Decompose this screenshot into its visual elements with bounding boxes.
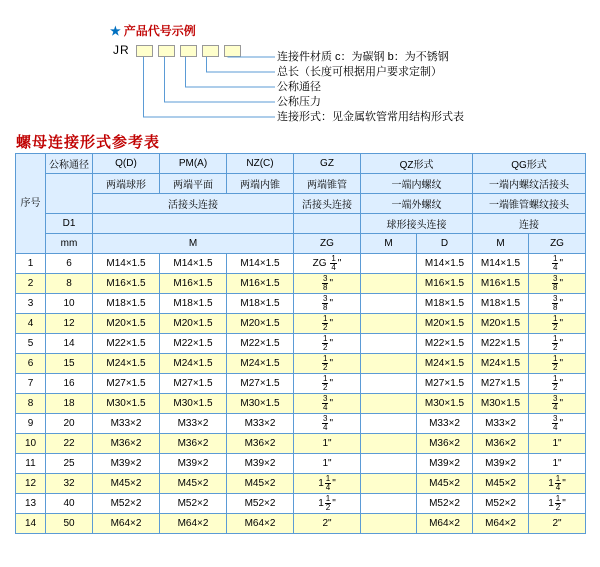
cell-d-qz: M64×2 [417,514,473,534]
cell-m-qd: M52×2 [93,494,160,514]
header-group-type-1: 两端平面 [160,174,227,194]
code-box [224,45,241,57]
table-row [16,454,586,474]
cell-m-qd: M45×2 [93,474,160,494]
cell-m-qg: M39×2 [473,454,529,474]
header-group-type-3: 两端锥管 [294,174,361,194]
cell-seq: 5 [16,334,46,354]
cell-m-pm: M18×1.5 [160,294,227,314]
cell-m-qd: M16×1.5 [93,274,160,294]
cell-m-pm: M39×2 [160,454,227,474]
cell-d-qz: M52×2 [417,494,473,514]
cell-m-qz [361,314,417,334]
cell-dn: 8 [46,274,93,294]
cell-dn: 15 [46,354,93,374]
cell-m-pm: M20×1.5 [160,314,227,334]
cell-d-qz: M24×1.5 [417,354,473,374]
table-row [16,514,586,534]
cell-d-qz: M22×1.5 [417,334,473,354]
code-legend-item: 总长（长度可根据用户要求定制） [277,66,442,78]
cell-m-qd: M36×2 [93,434,160,454]
cell-m-nz: M45×2 [227,474,294,494]
cell-m-qg: M24×1.5 [473,354,529,374]
cell-zg-qg: 2" [529,514,586,534]
header-group-code-1: PM(A) [160,154,227,174]
cell-seq: 4 [16,314,46,334]
cell-zg-qg: $\frac{3}{8}$ " [529,274,586,294]
table-body [16,254,586,534]
cell-m-pm: M16×1.5 [160,274,227,294]
header-group-type-4: 一端内螺纹 [361,174,473,194]
cell-d-qz: M39×2 [417,454,473,474]
cell-dn: 16 [46,374,93,394]
header-group-code-0: Q(D) [93,154,160,174]
header-dn: 公称通径 [46,154,93,174]
cell-seq: 12 [16,474,46,494]
code-boxes [136,45,241,57]
header-d1-cell-0 [93,214,294,234]
header-conn-0: 活接头连接 [93,194,294,214]
header-conn-2: 一端外螺纹 [361,194,473,214]
cell-d-qz: M30×1.5 [417,394,473,414]
cell-dn: 14 [46,334,93,354]
cell-zg-qg: $\frac{1}{4}$ " [529,254,586,274]
cell-zg-qg: 1 $\frac{1}{4}$ " [529,474,586,494]
cell-seq: 7 [16,374,46,394]
cell-dn: 18 [46,394,93,414]
table-header-row-units [16,234,586,254]
cell-m-qd: M64×2 [93,514,160,534]
cell-m-qg: M18×1.5 [473,294,529,314]
cell-m-qd: M39×2 [93,454,160,474]
cell-m-nz: M39×2 [227,454,294,474]
table-row [16,434,586,454]
cell-m-qg: M64×2 [473,514,529,534]
code-box [136,45,153,57]
cell-m-pm: M30×1.5 [160,394,227,414]
table-row [16,274,586,294]
cell-zg-qg: 1" [529,454,586,474]
cell-dn: 6 [46,254,93,274]
cell-zg-gz: $\frac{1}{2}$ " [294,354,361,374]
header-group-type-2: 两端内锥 [227,174,294,194]
table-row [16,394,586,414]
cell-m-qd: M22×1.5 [93,334,160,354]
cell-m-nz: M22×1.5 [227,334,294,354]
cell-zg-qg: $\frac{1}{2}$ " [529,354,586,374]
table-header-row-codes [16,154,586,174]
cell-zg-gz: $\frac{1}{2}$ " [294,334,361,354]
table-row [16,354,586,374]
header-unit-m2: M [361,234,417,254]
table-row [16,254,586,274]
cell-dn: 22 [46,434,93,454]
cell-m-qd: M14×1.5 [93,254,160,274]
code-box [180,45,197,57]
header-group-code-3: GZ [294,154,361,174]
cell-zg-qg: $\frac{3}{4}$ " [529,414,586,434]
cell-seq: 13 [16,494,46,514]
header-group-type-5: 一端内螺纹活接头 [473,174,586,194]
cell-zg-gz: $\frac{3}{4}$ " [294,414,361,434]
header-group-code-5: QG形式 [473,154,586,174]
cell-m-qg: M36×2 [473,434,529,454]
header-conn-1: 活接头连接 [294,194,361,214]
cell-m-qg: M14×1.5 [473,254,529,274]
cell-dn: 32 [46,474,93,494]
cell-m-qz [361,294,417,314]
cell-m-qg: M52×2 [473,494,529,514]
cell-d-qz: M14×1.5 [417,254,473,274]
code-legend-item: 连接形式：见金属软管常用结构形式表 [277,111,464,123]
cell-m-qz [361,394,417,414]
header-d1: D1 [46,214,93,234]
cell-zg-gz: 2" [294,514,361,534]
cell-zg-qg: 1" [529,434,586,454]
cell-m-qd: M20×1.5 [93,314,160,334]
cell-m-qd: M30×1.5 [93,394,160,414]
code-box [158,45,175,57]
code-legend-item: 公称通径 [277,81,321,93]
cell-m-qz [361,514,417,534]
header-unit-d: D [417,234,473,254]
cell-dn: 50 [46,514,93,534]
cell-m-qd: M33×2 [93,414,160,434]
cell-d-qz: M45×2 [417,474,473,494]
cell-m-nz: M14×1.5 [227,254,294,274]
cell-zg-gz: 1 $\frac{1}{2}$ " [294,494,361,514]
cell-m-qz [361,374,417,394]
cell-seq: 8 [16,394,46,414]
code-example-title [110,22,196,39]
cell-m-nz: M16×1.5 [227,274,294,294]
cell-m-nz: M20×1.5 [227,314,294,334]
header-unit-zg1: ZG [294,234,361,254]
cell-m-qg: M45×2 [473,474,529,494]
table-row [16,474,586,494]
cell-zg-gz: $\frac{3}{4}$ " [294,394,361,414]
cell-zg-qg: $\frac{3}{4}$ " [529,394,586,414]
cell-zg-qg: $\frac{1}{2}$ " [529,334,586,354]
cell-m-qg: M16×1.5 [473,274,529,294]
cell-m-qz [361,434,417,454]
cell-m-qg: M33×2 [473,414,529,434]
cell-dn: 25 [46,454,93,474]
header-d1-cell-1 [294,214,361,234]
cell-m-qg: M30×1.5 [473,394,529,414]
cell-m-qd: M27×1.5 [93,374,160,394]
code-example-title-text: 产品代号示例 [123,24,196,38]
cell-m-qz [361,274,417,294]
table-row [16,294,586,314]
table-row [16,374,586,394]
cell-m-qz [361,474,417,494]
header-conn-3: 一端锥管螺纹接头 [473,194,586,214]
cell-m-nz: M33×2 [227,414,294,434]
cell-seq: 10 [16,434,46,454]
code-legend-item: 公称压力 [277,96,321,108]
cell-zg-gz: 1" [294,434,361,454]
cell-seq: 9 [16,414,46,434]
product-code-example [0,0,600,130]
header-group-type-0: 两端球形 [93,174,160,194]
header-d1-cell-3: 连接 [473,214,586,234]
cell-m-qd: M18×1.5 [93,294,160,314]
cell-seq: 6 [16,354,46,374]
cell-m-nz: M36×2 [227,434,294,454]
cell-d-qz: M27×1.5 [417,374,473,394]
cell-d-qz: M18×1.5 [417,294,473,314]
cell-m-nz: M27×1.5 [227,374,294,394]
code-prefix-label: JR [113,43,130,57]
cell-zg-qg: $\frac{1}{2}$ " [529,374,586,394]
cell-zg-gz: $\frac{1}{2}$ " [294,314,361,334]
cell-m-qg: M22×1.5 [473,334,529,354]
header-unit-m1: M [93,234,294,254]
cell-seq: 11 [16,454,46,474]
cell-m-qz [361,354,417,374]
cell-m-qz [361,494,417,514]
cell-d-qz: M36×2 [417,434,473,454]
nut-connection-table [15,153,586,534]
code-legend-list [277,50,464,125]
table-row [16,314,586,334]
cell-d-qz: M20×1.5 [417,314,473,334]
cell-m-nz: M52×2 [227,494,294,514]
code-legend-item: 连接件材质 c：为碳钢 b：为不锈钢 [277,51,449,63]
nut-connection-table-wrapper [15,153,585,534]
table-header-row-d1 [16,214,586,234]
cell-zg-gz: $\frac{1}{2}$ " [294,374,361,394]
cell-zg-qg: $\frac{3}{8}$ " [529,294,586,314]
cell-m-qz [361,414,417,434]
cell-m-qz [361,334,417,354]
cell-m-pm: M14×1.5 [160,254,227,274]
cell-seq: 3 [16,294,46,314]
cell-m-pm: M52×2 [160,494,227,514]
cell-zg-gz: $\frac{3}{8}$ " [294,274,361,294]
cell-dn: 10 [46,294,93,314]
cell-dn: 12 [46,314,93,334]
header-dn-spacer [46,174,93,214]
cell-m-nz: M24×1.5 [227,354,294,374]
cell-m-qz [361,454,417,474]
cell-dn: 40 [46,494,93,514]
header-d1-cell-2: 球形接头连接 [361,214,473,234]
code-box [202,45,219,57]
cell-m-pm: M27×1.5 [160,374,227,394]
cell-m-qg: M20×1.5 [473,314,529,334]
header-group-code-2: NZ(C) [227,154,294,174]
table-header-row-types [16,174,586,194]
cell-d-qz: M16×1.5 [417,274,473,294]
cell-m-pm: M64×2 [160,514,227,534]
page-title: 螺母连接形式参考表 [16,134,161,151]
cell-m-nz: M30×1.5 [227,394,294,414]
cell-zg-gz: ZG $\frac{1}{4}$ " [294,254,361,274]
table-row [16,494,586,514]
cell-zg-gz: 1 $\frac{1}{4}$ " [294,474,361,494]
cell-d-qz: M33×2 [417,414,473,434]
cell-dn: 20 [46,414,93,434]
cell-m-qg: M27×1.5 [473,374,529,394]
table-row [16,334,586,354]
cell-m-pm: M36×2 [160,434,227,454]
header-unit-zg2: ZG [529,234,586,254]
header-group-code-4: QZ形式 [361,154,473,174]
cell-seq: 1 [16,254,46,274]
cell-zg-gz: $\frac{3}{8}$ " [294,294,361,314]
header-unit-m3: M [473,234,529,254]
cell-m-qz [361,254,417,274]
header-unit-mm: mm [46,234,93,254]
cell-zg-qg: $\frac{1}{2}$ " [529,314,586,334]
cell-m-qd: M24×1.5 [93,354,160,374]
star-icon: ★ [110,24,121,38]
cell-m-pm: M24×1.5 [160,354,227,374]
cell-m-pm: M45×2 [160,474,227,494]
cell-zg-gz: 1" [294,454,361,474]
cell-m-pm: M33×2 [160,414,227,434]
cell-seq: 14 [16,514,46,534]
cell-m-nz: M18×1.5 [227,294,294,314]
table-row [16,414,586,434]
header-seq: 序号 [16,154,46,254]
cell-seq: 2 [16,274,46,294]
table-header-row-conn [16,194,586,214]
cell-zg-qg: 1 $\frac{1}{2}$ " [529,494,586,514]
cell-m-pm: M22×1.5 [160,334,227,354]
cell-m-nz: M64×2 [227,514,294,534]
